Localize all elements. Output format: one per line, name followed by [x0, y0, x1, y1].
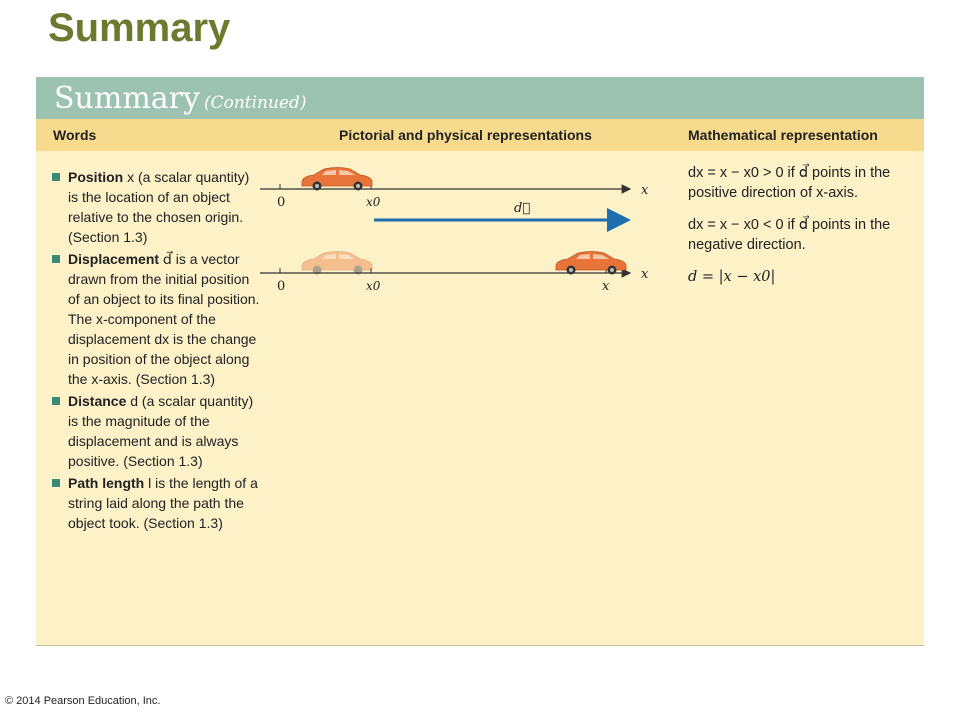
word-item-displacement: Displacement d⃗ is a vector drawn from the initial position of an object to its final position. The x-component of the displacement dx is the change in position of the object along the x-axis. (Section 1.3) — [50, 249, 260, 389]
math-negative: dx = x − x0 < 0 if d⃗ points in the negative direction. — [688, 217, 891, 253]
banner-title: Summary (Continued) — [54, 81, 307, 116]
faded-car-icon — [302, 252, 372, 275]
summary-banner — [36, 77, 924, 119]
lower-x-label: x — [602, 279, 610, 294]
column-header-row — [36, 119, 924, 151]
lower-axis-label: x — [641, 267, 649, 282]
words-column — [50, 167, 260, 535]
math-distance: d = |x − x0| — [688, 269, 776, 285]
car-icon — [302, 168, 372, 191]
bullet-icon — [52, 479, 60, 487]
banner-subtitle: (Continued) — [203, 93, 307, 113]
copyright-footer: © 2014 Pearson Education, Inc. — [5, 695, 161, 707]
slide-title: Summary — [48, 6, 231, 50]
summary-panel — [36, 77, 924, 646]
math-positive: dx = x − x0 > 0 if d⃗ points in the positive direction of x-axis. — [688, 165, 891, 201]
lower-origin-label: 0 — [277, 279, 286, 294]
bullet-icon — [52, 397, 60, 405]
car-icon — [556, 252, 626, 275]
bullet-icon — [52, 173, 60, 181]
header-words: Words — [53, 127, 97, 143]
header-math: Mathematical representation — [688, 127, 878, 143]
header-pictorial: Pictorial and physical representations — [339, 127, 592, 143]
upper-origin-label: 0 — [277, 195, 286, 210]
math-column — [688, 163, 918, 299]
word-item-path-length: Path length l is the length of a string laid along the path the object took. (Section 1.3) — [50, 473, 260, 533]
word-item-distance: Distance d (a scalar quantity) is the magnitude of the displacement and is always positive. (Section 1.3) — [50, 391, 260, 471]
upper-x0-label: x0 — [366, 195, 381, 209]
word-item-position: Position x (a scalar quantity) is the location of an object relative to the chosen origin. (Section 1.3) — [50, 167, 260, 247]
bullet-icon — [52, 255, 60, 263]
vector-label: d⃗ — [514, 201, 531, 216]
displacement-diagram — [258, 162, 678, 392]
lower-x0-label: x0 — [366, 279, 381, 293]
upper-axis-label: x — [641, 183, 649, 198]
